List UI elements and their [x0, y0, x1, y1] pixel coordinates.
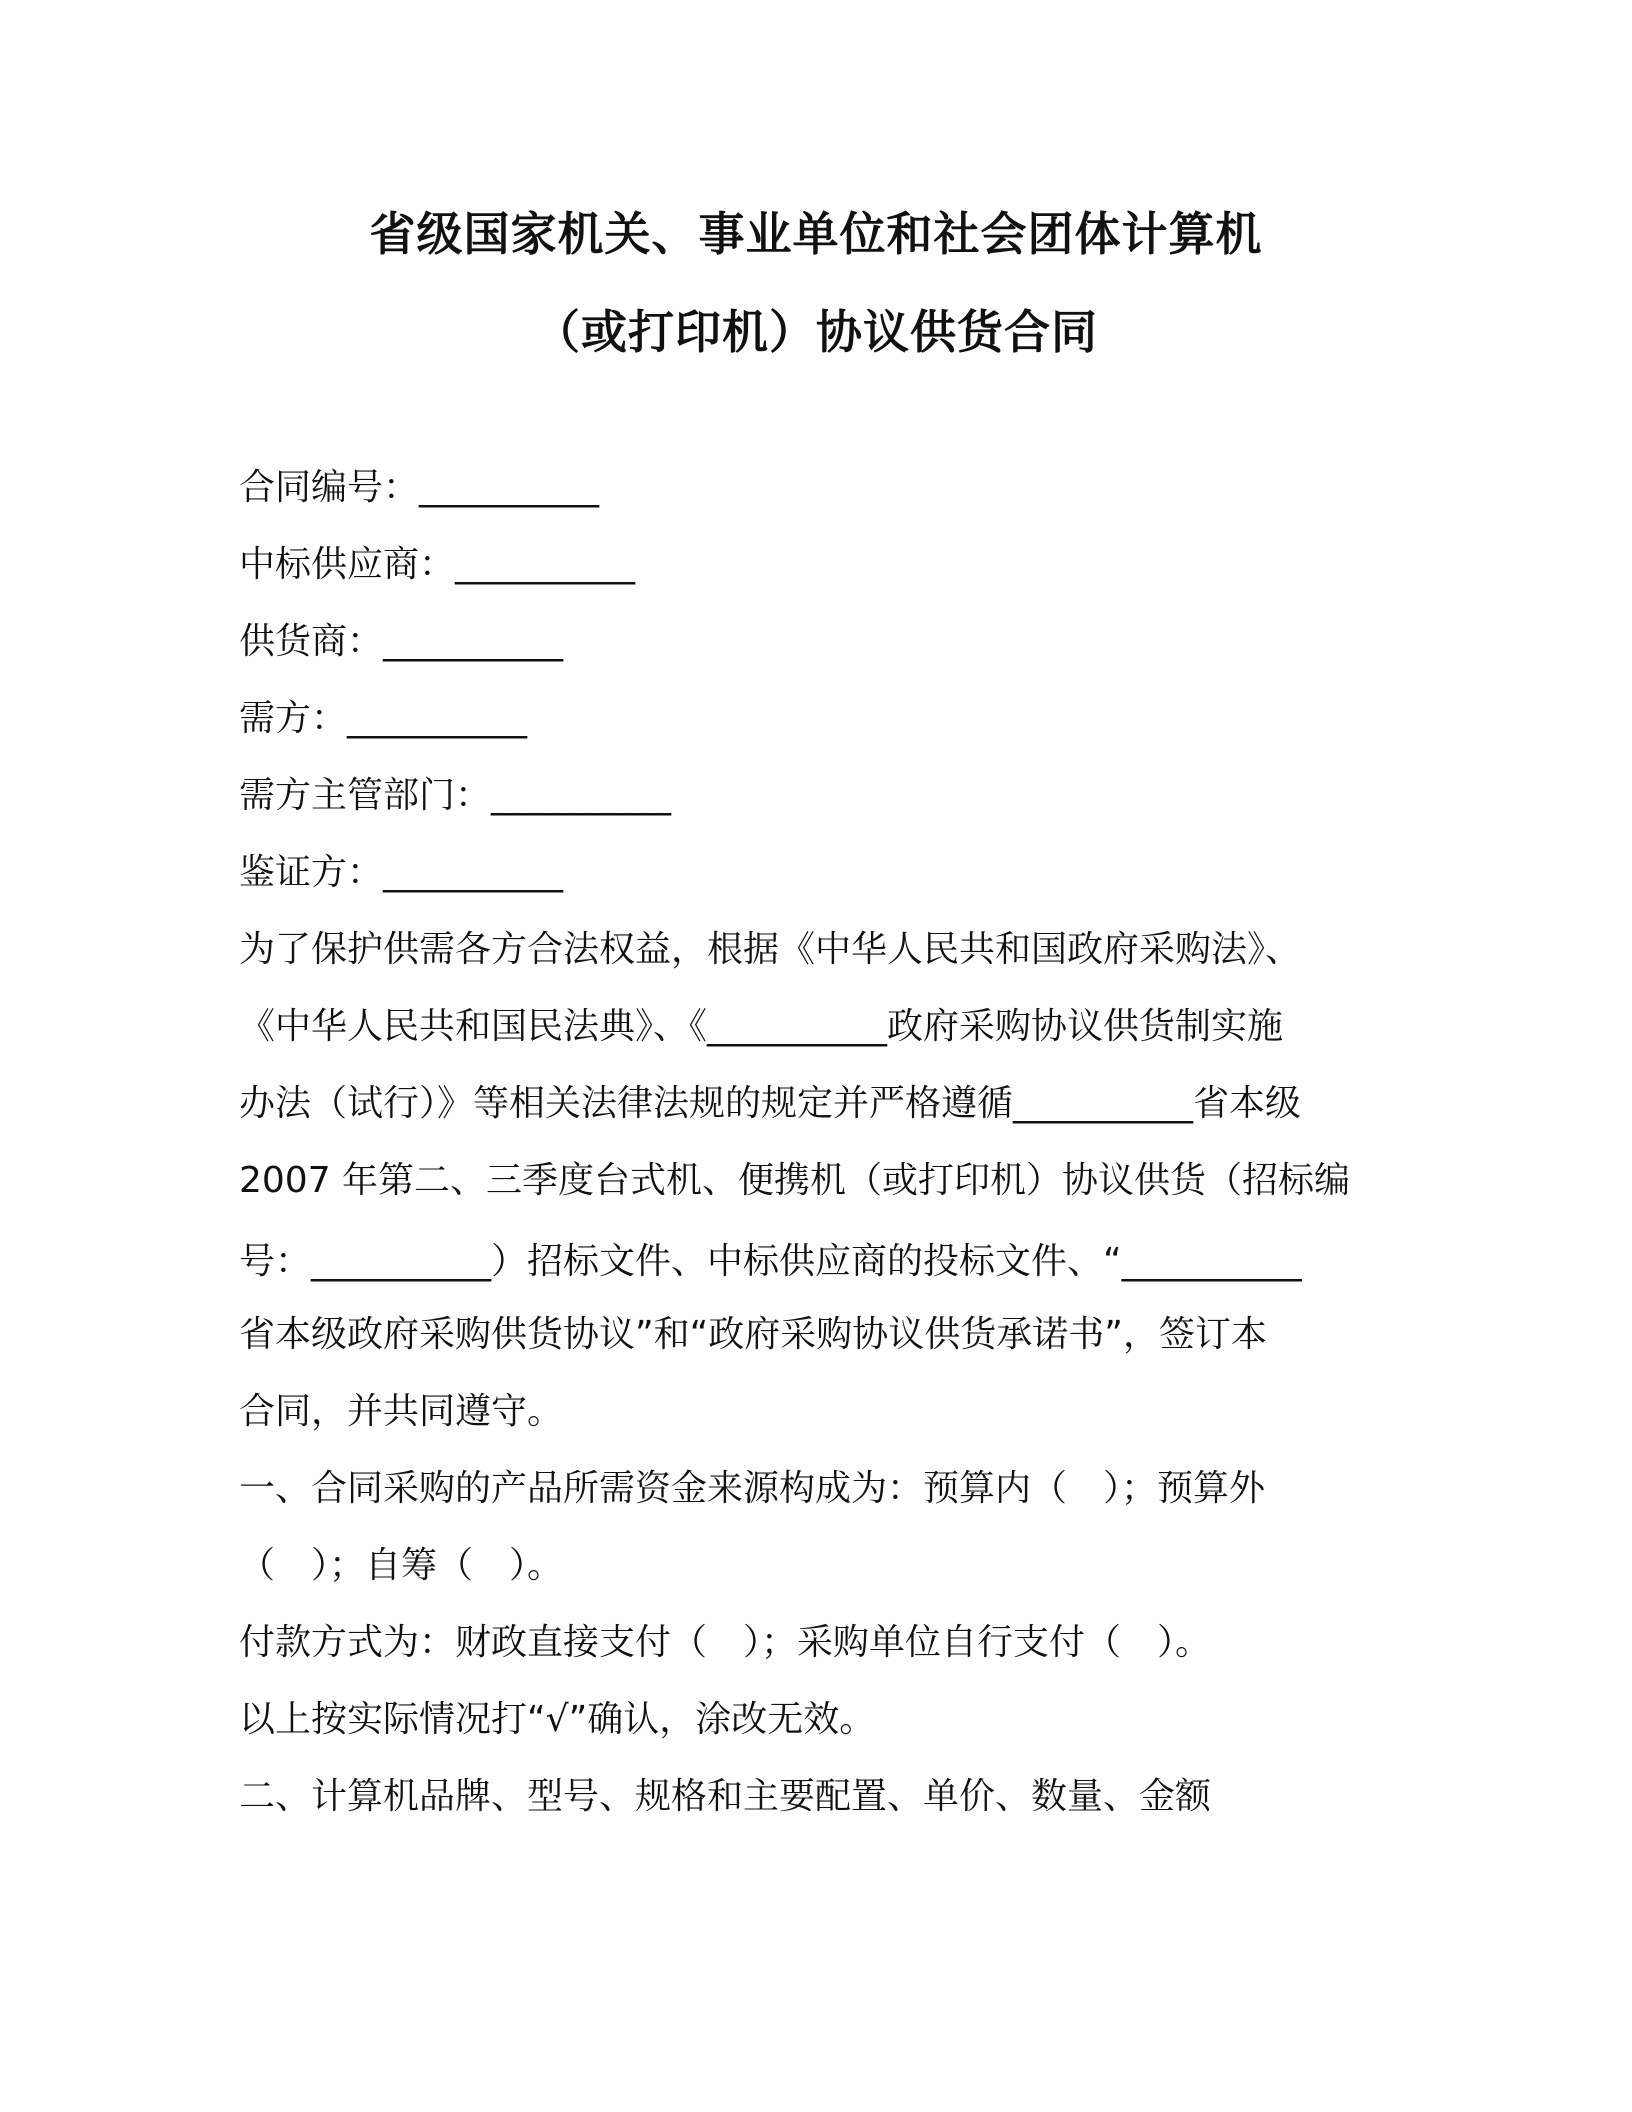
preamble-line-2: 《中华人民共和国民法典》、《__________政府采购协议供货制实施 — [239, 1006, 1284, 1047]
clause-2-heading: 二、计算机品牌、型号、规格和主要配置、单价、数量、金额 — [239, 1776, 1212, 1817]
preamble-line-1: 为了保护供需各方合法权益，根据《中华人民共和国政府采购法》、 — [239, 929, 1302, 970]
preamble-line-5: 号：__________）招标文件、中标供应商的投标文件、“__________ — [239, 1241, 1302, 1282]
confirm-note: 以上按实际情况打“√”确认，涂改无效。 — [239, 1699, 876, 1740]
field-supplier: 供货商：__________ — [239, 621, 564, 662]
preamble-line-6: 省本级政府采购供货协议”和“政府采购协议供货承诺书”，签订本 — [239, 1314, 1267, 1355]
title-line-2: （或打印机）协议供货合同 — [534, 305, 1098, 359]
clause-1-line-1: 一、合同采购的产品所需资金来源构成为：预算内（ ）；预算外 — [239, 1468, 1266, 1509]
field-witness: 鉴证方：__________ — [239, 852, 564, 893]
field-contract-number: 合同编号：__________ — [239, 467, 600, 508]
clause-1-line-2: （ ）；自筹（ ）。 — [239, 1545, 564, 1586]
preamble-line-3: 办法（试行）》等相关法律法规的规定并严格遵循__________省本级 — [239, 1083, 1302, 1124]
preamble-line-4: 2007 年第二、三季度台式机、便携机（或打印机）协议供货（招标编 — [239, 1160, 1351, 1201]
field-winning-supplier: 中标供应商：__________ — [239, 544, 636, 585]
preamble-line-7: 合同，并共同遵守。 — [239, 1391, 564, 1432]
title-line-1: 省级国家机关、事业单位和社会团体计算机 — [369, 207, 1263, 261]
field-buyer-authority: 需方主管部门：__________ — [239, 775, 672, 816]
field-buyer: 需方：__________ — [239, 698, 528, 739]
payment-method: 付款方式为：财政直接支付（ ）；采购单位自行支付（ ）。 — [239, 1622, 1212, 1663]
